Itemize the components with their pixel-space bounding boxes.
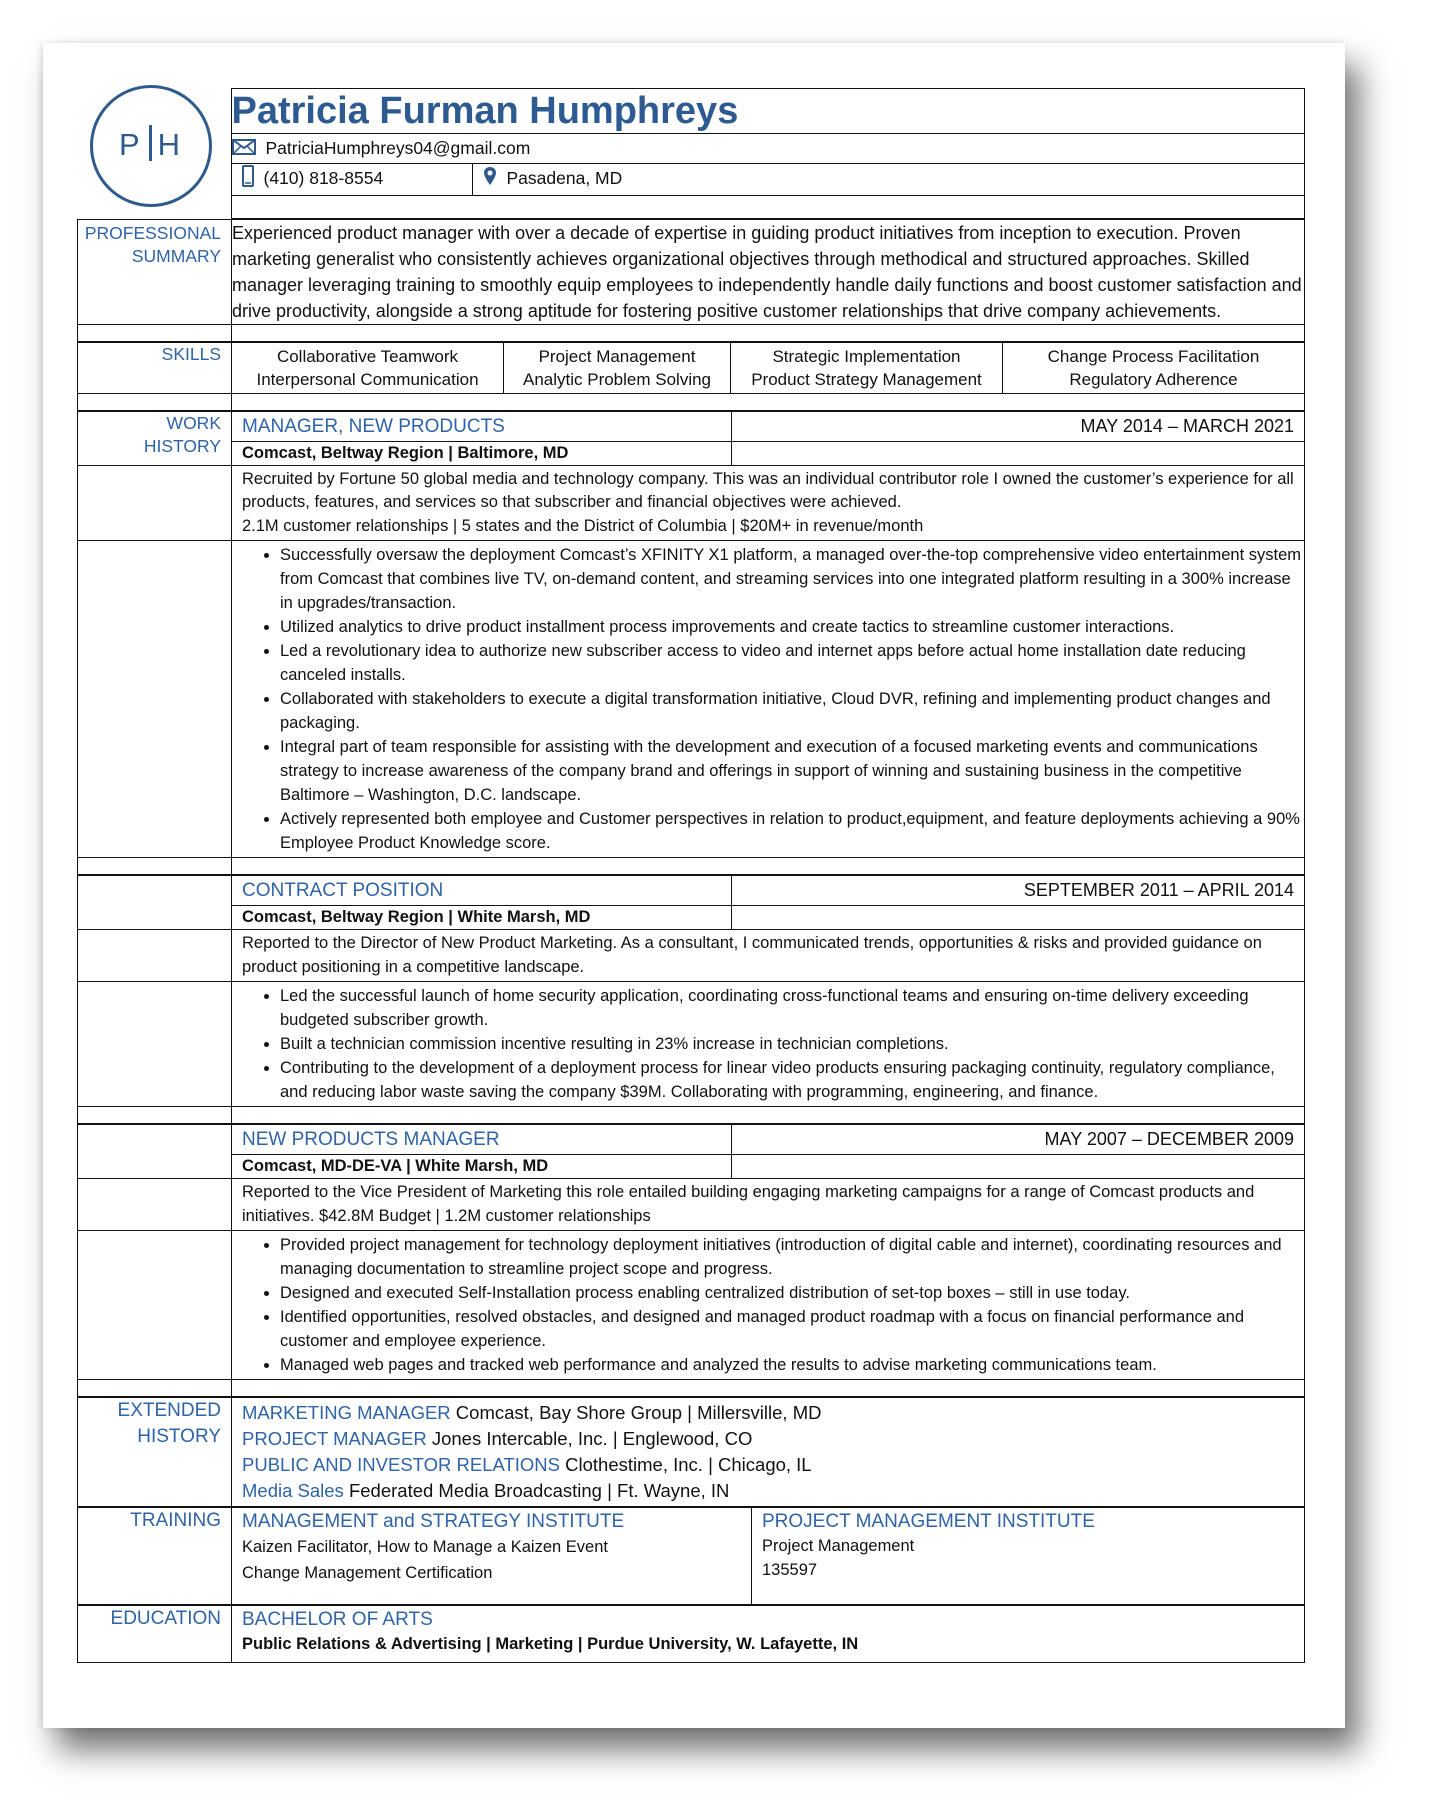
extended-history-list	[232, 1398, 1305, 1507]
training-section	[77, 1507, 1305, 1605]
job-3	[77, 1124, 1305, 1397]
skills-section	[77, 342, 1305, 411]
list-item: • Utilized analytics to drive product installment process improvements and create tactics to streamline customer interactions.	[280, 615, 1304, 639]
job-dates: SEPTEMBER 2011 – APRIL 2014	[732, 876, 1305, 906]
skills-label: SKILLS	[78, 342, 232, 393]
list-item: • Actively represented both employee and Customer perspectives in relation to product,equipment, and feature deployments achieving a 90% Employee Product Knowledge score.	[280, 807, 1304, 855]
location-text: Pasadena, MD	[506, 168, 623, 189]
location-pin-icon	[483, 166, 497, 194]
job-2	[77, 875, 1305, 1124]
list-item: MARKETING MANAGER Comcast, Bay Shore Group | Millersville, MD	[242, 1402, 822, 1424]
envelope-icon	[232, 135, 256, 163]
list-item: • Successfully oversaw the deployment Comcast’s XFINITY X1 platform, a managed over-the-top comprehensive video entertainment system from Comcast that combines live TV, on-demand content, and streaming services into one integrated platform resulting in a 300% increase in upgrades/transaction.	[280, 543, 1304, 615]
job-company: Comcast, MD-DE-VA | White Marsh, MD	[232, 1155, 732, 1179]
phone-number: (410) 818-8554	[263, 168, 384, 189]
location-cell	[472, 164, 1304, 194]
list-item: • Led a revolutionary idea to authorize new subscriber access to video and internet apps before actual home installation date reducing canceled installs.	[280, 639, 1304, 687]
training-item-1: MANAGEMENT and STRATEGY INSTITUTE Kaizen Facilitator, How to Manage a Kaizen Event Change Management Certification	[232, 1508, 752, 1605]
list-item: • Built a technician commission incentive resulting in 23% increase in technician completions.	[280, 1032, 1304, 1056]
phone-cell	[232, 164, 473, 194]
summary-text: Experienced product manager with over a decade of expertise in guiding product initiatives from inception to execution. Proven marketing generalist who consistently achieves organizational objectives through methodical and structured approaches. Skilled manager leveraging training to smoothly equip employees to independently handle daily functions and boost customer satisfaction and drive productivity, alongside a strong aptitude for fostering positive customer relationships that drive company achievements.	[232, 219, 1305, 324]
job-title: MANAGER, NEW PRODUCTS	[232, 411, 732, 441]
list-item: • Led the successful launch of home security application, coordinating cross-functional teams and ensuring on-time delivery exceeding budgeted subscriber growth.	[280, 984, 1304, 1032]
list-item: • Contributing to the development of a deployment process for linear video products ensuring packaging continuity, regulatory compliance, and reducing labor waste saving the company $39M. Collaborating with programming, engineering, and finance.	[280, 1056, 1304, 1104]
education-entry	[232, 1606, 1305, 1663]
skill-group-4: Change Process Facilitation Regulatory Adherence	[1003, 342, 1305, 393]
list-item: • Integral part of team responsible for assisting with the development and execution of a focused marketing events and communications strategy to increase awareness of the company brand and offerings in support of winning and sustaining business in the competitive Baltimore – Washington, D.C. landscape.	[280, 735, 1304, 807]
email-address[interactable]: PatriciaHumphreys04@gmail.com	[265, 138, 531, 158]
training-label: TRAINING	[78, 1508, 232, 1605]
list-item: • Identified opportunities, resolved obstacles, and designed and managed product roadmap with a focus on financial performance and customer and employee experience.	[280, 1305, 1304, 1353]
job-bullets	[232, 1231, 1305, 1380]
list-item: • Designed and executed Self-Installation process enabling centralized distribution of set-top boxes – still in use today.	[280, 1281, 1304, 1305]
job-title: CONTRACT POSITION	[232, 876, 732, 906]
list-item: • Provided project management for technology deployment initiatives (introduction of digital cable and internet), coordinating resources and managing documentation to streamline project scope and progress.	[280, 1233, 1304, 1281]
degree: BACHELOR OF ARTS	[242, 1609, 433, 1631]
summary-label: PROFESSIONAL SUMMARY	[78, 219, 232, 324]
candidate-name: Patricia Furman Humphreys	[231, 89, 1305, 134]
job-description: Reported to the Director of New Product Marketing. As a consultant, I communicated trends, opportunities & risks and provided guidance on product positioning in a competitive landscape.	[232, 930, 1305, 982]
skill-group-2: Project Management Analytic Problem Solving	[504, 342, 731, 393]
email-row	[231, 134, 1305, 164]
summary-section	[77, 219, 1305, 342]
job-description: Recruited by Fortune 50 global media and technology company. This was an individual contributor role I owned the customer’s experience for all products, features, and services so that subscriber and financial objectives were achieved. 2.1M customer relationships | 5 states and the District of Columbia | $20M+ in revenue/month	[232, 465, 1305, 541]
list-item: PUBLIC AND INVESTOR RELATIONS Clothestime, Inc. | Chicago, IL	[242, 1454, 812, 1476]
job-dates: MAY 2014 – MARCH 2021	[732, 411, 1305, 441]
header-table	[77, 88, 1305, 219]
job-description: Reported to the Vice President of Marketing this role entailed building engaging marketing campaigns for a range of Comcast products and initiatives. $42.8M Budget | 1.2M customer relationships	[232, 1179, 1305, 1231]
job-company: Comcast, Beltway Region | White Marsh, MD	[232, 906, 732, 930]
logo-letter-right: H	[157, 127, 184, 162]
work-history-label: WORK HISTORY	[78, 411, 232, 465]
job-bullets	[232, 541, 1305, 858]
list-item: Media Sales Federated Media Broadcasting | Ft. Wayne, IN	[242, 1480, 730, 1502]
resume-body	[77, 88, 1305, 1663]
extended-history-section	[77, 1397, 1305, 1507]
job-title: NEW PRODUCTS MANAGER	[232, 1125, 732, 1155]
job-company: Comcast, Beltway Region | Baltimore, MD	[232, 441, 732, 465]
job-1	[77, 411, 1305, 876]
skill-group-1: Collaborative Teamwork Interpersonal Communication	[232, 342, 504, 393]
phone-icon	[242, 165, 254, 195]
list-item: PROJECT MANAGER Jones Intercable, Inc. | Englewood, CO	[242, 1428, 753, 1450]
education-section	[77, 1605, 1305, 1663]
job-dates: MAY 2007 – DECEMBER 2009	[732, 1125, 1305, 1155]
logo-letter-left: P	[118, 127, 143, 162]
degree-detail: Public Relations & Advertising | Marketing | Purdue University, W. Lafayette, IN	[242, 1635, 859, 1654]
skill-group-3: Strategic Implementation Product Strategy Management	[731, 342, 1003, 393]
training-item-2: PROJECT MANAGEMENT INSTITUTE Project Management 135597	[752, 1508, 1305, 1605]
job-bullets	[232, 982, 1305, 1107]
education-label: EDUCATION	[78, 1606, 232, 1663]
extended-history-label: EXTENDED HISTORY	[78, 1398, 232, 1507]
list-item: • Collaborated with stakeholders to execute a digital transformation initiative, Cloud DVR, refining and implementing product changes and packaging.	[280, 687, 1304, 735]
list-item: • Managed web pages and tracked web performance and analyzed the results to advise marketing communications team.	[280, 1353, 1304, 1377]
